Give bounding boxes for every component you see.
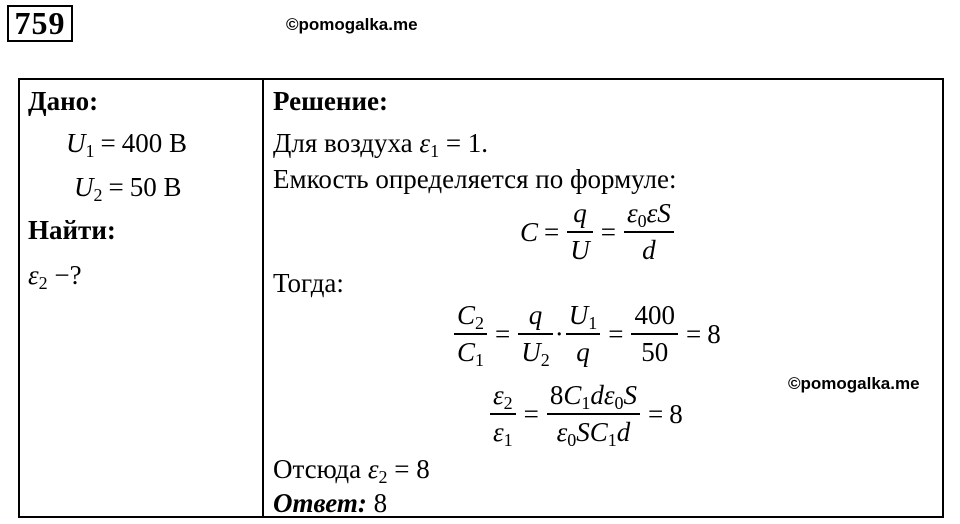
solution-line2: Емкость определяется по формуле:	[273, 164, 677, 194]
find-value-text: −?	[54, 260, 82, 290]
given-u2: $U_2 = 50$ В	[74, 172, 182, 205]
find-heading: Найти:	[28, 215, 116, 245]
given-u2-value: 50 В	[129, 172, 182, 202]
hence-line: Отсюда $\varepsilon_2 = 8$	[273, 454, 430, 487]
table-divider	[262, 78, 264, 518]
ratio-result: 8	[707, 318, 721, 349]
solution-line1-value: = 1.	[445, 128, 489, 158]
find-value: $\varepsilon_2$ −?	[28, 260, 82, 293]
ratio-formula-1: $\frac{C_2}{C_1}$ = $\frac{q}{U_2}$ · $\frac{U_1}{q}$ = $\frac{400}{50}$ = 8	[452, 300, 721, 368]
then-label: Тогда:	[273, 268, 344, 298]
answer-label: Ответ:	[273, 488, 367, 518]
given-u1: $U_1 = 400$ В	[66, 128, 187, 161]
answer-value: 8	[373, 488, 388, 518]
capacitance-formula: C = $\frac{q}{U}$ = $\frac{\varepsilon_0\varepsilon S}{d}$	[520, 198, 676, 266]
watermark-bottom: ©pomogalka.me	[788, 374, 920, 393]
given-u1-value: 400 В	[121, 128, 187, 158]
given-heading: Дано:	[28, 86, 99, 116]
watermark-top: ©pomogalka.me	[286, 15, 418, 34]
solution-line1-text: Для воздуха	[273, 128, 413, 158]
ratio-formula-2: $\frac{\varepsilon_2}{\varepsilon_1}$ = $\frac{8C_1d\varepsilon_0S}{\varepsilon_0SC_1d}$ = 8	[488, 380, 683, 448]
hence-label: Отсюда	[273, 454, 362, 484]
ratio-den: 50	[631, 333, 678, 368]
ratio-result-2: 8	[669, 398, 683, 429]
ratio-num: 400	[634, 300, 675, 330]
solution-heading: Решение:	[273, 86, 388, 116]
problem-number: 759	[7, 5, 73, 42]
coef: 8	[549, 380, 564, 410]
hence-value: = 8	[394, 454, 430, 484]
solution-line1: Для воздуха $\varepsilon_1 = 1$.	[273, 128, 489, 161]
answer-line	[273, 488, 387, 518]
